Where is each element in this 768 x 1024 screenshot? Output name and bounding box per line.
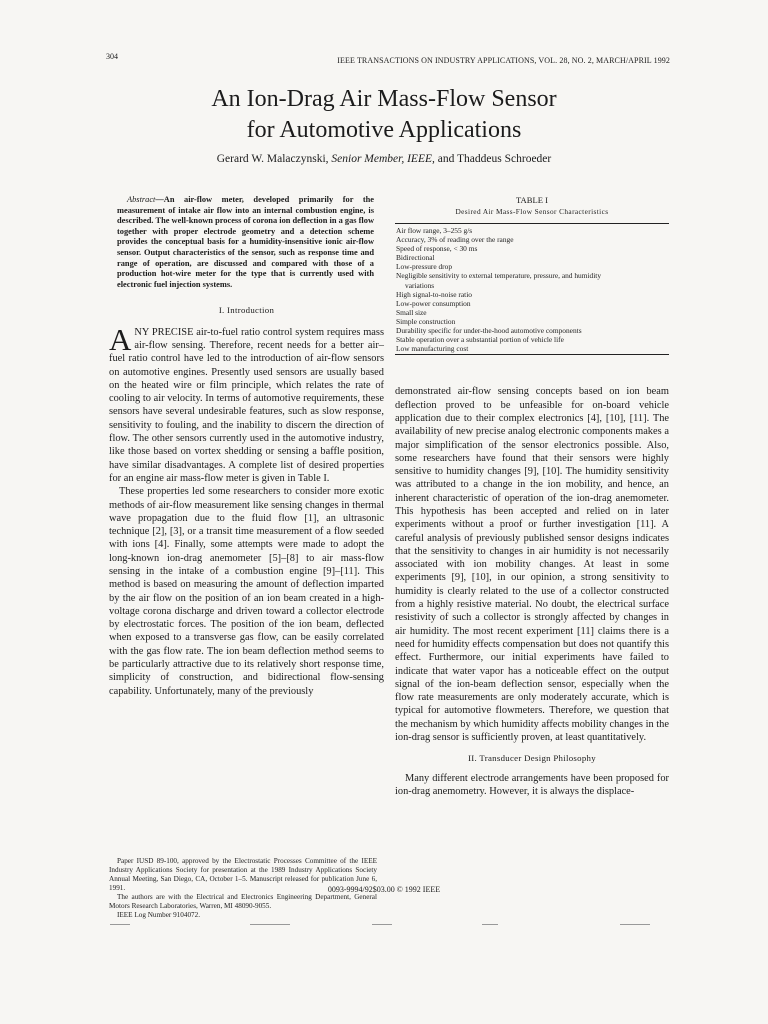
- table-row: High signal-to-noise ratio: [396, 289, 472, 299]
- page-number: 304: [106, 52, 118, 61]
- intro-paragraph-1: [109, 321, 384, 486]
- author-line: [0, 153, 768, 165]
- section-heading-introduction: I. Introduction: [218, 305, 275, 316]
- left-column: [109, 195, 384, 698]
- table-label: TABLE I: [515, 195, 548, 205]
- right-column: [395, 195, 669, 798]
- table-row: Negligible sensitivity to external temperature, pressure, and humidity: [396, 271, 602, 281]
- author-1: Gerard W. Malaczynski,: [216, 153, 329, 165]
- table-row: Durability specific for under-the-hood automotive components: [396, 326, 582, 336]
- title-line-1: An Ion-Drag Air Mass-Flow Sensor: [211, 86, 557, 112]
- table-row: Low-power consumption: [396, 298, 471, 308]
- table-row: Small size: [396, 307, 427, 317]
- copyright-line: 0093-9994/92$03.00 © 1992 IEEE: [327, 885, 441, 894]
- abstract-text: —An air-flow meter, developed primarily for the measurement of intake air flow into an internal combustion engine, is described. The well-known process of corona ion deflection in a gas flow together with proper electrode geometry and a detection scheme provides the conceptual basis for a humidity-insensitive ionic air-flow sensor. Output characteristics of the sensor, such as response time and range of operation, are discussed and compared with those of a production hot-wire meter for the type that is currently used with electronic fuel injection systems.: [117, 195, 374, 289]
- title-line-2: for Automotive Applications: [246, 117, 522, 143]
- table-row: Bidirectional: [396, 253, 435, 263]
- table-caption: [395, 195, 669, 217]
- table-row: Stable operation over a substantial portion of vehicle life: [396, 335, 564, 345]
- running-head: IEEE TRANSACTIONS ON INDUSTRY APPLICATIONS, VOL. 28, NO. 2, MARCH/APRIL 1992: [337, 56, 670, 65]
- footer-rule: [250, 924, 290, 925]
- table-row: Low manufacturing cost: [396, 344, 469, 354]
- abstract-label: Abstract: [127, 195, 156, 204]
- intro-paragraph-1-text: air-to-fuel ratio control system requires mass air-flow sensing. Therefore, recent needs for a better air–fuel ratio control have led to the introduction of air-flow sensors on automotive engines. Presently used sensors are usually based on the heated wire or film principle, which relates the rate of cooling to air velocity. In terms of automotive requirements, these sensors have several undesirable features, such as slow response, sensitivity to fouling, and the inability to discern the direction of flow. The other sensors currently used in the automotive industry, like those based on vortex shedding or sensing a baffle position, have similar disadvantages. A complete list of desired properties for an engine air mass-flow meter is given in Table I.: [109, 326, 384, 484]
- characteristics-table: [395, 223, 669, 355]
- intro-lead-caps: NY PRECISE: [134, 326, 194, 338]
- table-row: Air flow range, 3–255 g/s: [396, 226, 473, 235]
- footnote-paragraph-2: The authors are with the Electrical and Electronics Engineering Department, General Motors Research Laboratories, Warren, MI 48090-9055.: [109, 893, 377, 910]
- section-heading-transducer: II. Transducer Design Philosophy: [468, 753, 596, 764]
- right-paragraph-1: demonstrated air-flow sensing concepts based on ion beam deflection proved to be unfeasible for on-board vehicle application due to their complex electronics [4], [10], [11]. The availability of new precise analog electronic components makes a major simplification of the sensor electronics possible. Also, some researchers have found that their sensors were highly sensitive to humidity changes [9], [10]. The humidity sensitivity was attributed to a change in the ion mobility, and hence, an inherent characteristic of operation of the ion-drag anemometer. This hypothesis has been accepted and relied on in later experiments without a proof or further investigation [11]. A careful analysis of previously published sensor designs indicates that the sensitivity to changes in air humidity is not necessarily associated with ion mobility changes. At least in some experiments [9], [10], in our opinion, a strong sensitivity to humidity is clearly related to the use of a collector constructed from a highly resistive material. No doubt, the electrical surface resistivity of such a collector is strongly affected by changes in air humidity. The most recent experiment [11] claims there is a need for humidity effects compensation but does not quantify this effect. Furthermore, our initial experiments have failed to indicate that water vapor has a noticeable effect on the output signal of the ion-beam deflection sensor, especially when the flow rate measurements are only moderately accurate, which is typical for automotive flowmeters. Therefore, we question that the mechanism by which humidity affects mobility changes in the ion-drag sensor is sufficiently proven, at least quantitatively.: [395, 386, 669, 744]
- footnote-paragraph-1: Paper IUSD 89-100, approved by the Electrostatic Processes Committee of the IEEE Industry Applications Society for presentation at the 1989 Industry Applications Society Annual Meeting, San Diego, CA, October 1–5. Manuscript released for publication June 6, 1991.: [109, 857, 377, 892]
- drop-cap: A: [109, 321, 132, 357]
- footer-rule: [372, 924, 392, 925]
- author-2: and Thaddeus Schroeder: [437, 153, 552, 165]
- intro-paragraph-2: These properties led some researchers to consider more exotic methods of air-flow measurement like sensing changes in thermal wave propagation due to the fluid flow [1], an ultrasonic technique [2], [3], or a transit time measurement of a flow seeded with ions [4]. Finally, some attempts were made to adopt the long-known ion-drag anemometer [5]–[8] to air mass-flow sensing in the intake of a combustion engine [9]–[11]. This method is based on measuring the amount of deflection imparted by the air flow on the position of an ion beam created in a high-voltage corona discharge and driven toward a collector electrode by electrostatic forces. The position of the ion beam, deflected when exposed to a transverse gas flow, can be easily correlated with the gas flow rate. The ion beam deflection method seems to be particularly attractive due to its relatively short response time, simplicity of construction, and bidirectional flow-sensing capability. Unfortunately, many of the previously: [109, 486, 384, 697]
- footer-rule: [110, 924, 130, 925]
- table-row: Speed of response, < 30 ms: [396, 244, 478, 254]
- table-row: Simple construction: [396, 316, 456, 326]
- table-title: Desired Air Mass-Flow Sensor Characteristics: [455, 207, 609, 216]
- table-row: Low-pressure drop: [396, 262, 453, 272]
- table-row-continuation: variations: [405, 280, 435, 290]
- footer-rule: [620, 924, 650, 925]
- right-body: [395, 385, 669, 798]
- author-1-role: Senior Member, IEEE,: [331, 153, 435, 165]
- footnote-paragraph-3: IEEE Log Number 9104072.: [117, 911, 201, 919]
- right-paragraph-2: Many different electrode arrangements have been proposed for ion-drag anemometry. However, it is always the displace-: [395, 772, 669, 797]
- footer-rule: [482, 924, 498, 925]
- table-row: Accuracy, 3% of reading over the range: [396, 235, 514, 245]
- abstract: [117, 195, 374, 290]
- paper-title: [0, 84, 768, 146]
